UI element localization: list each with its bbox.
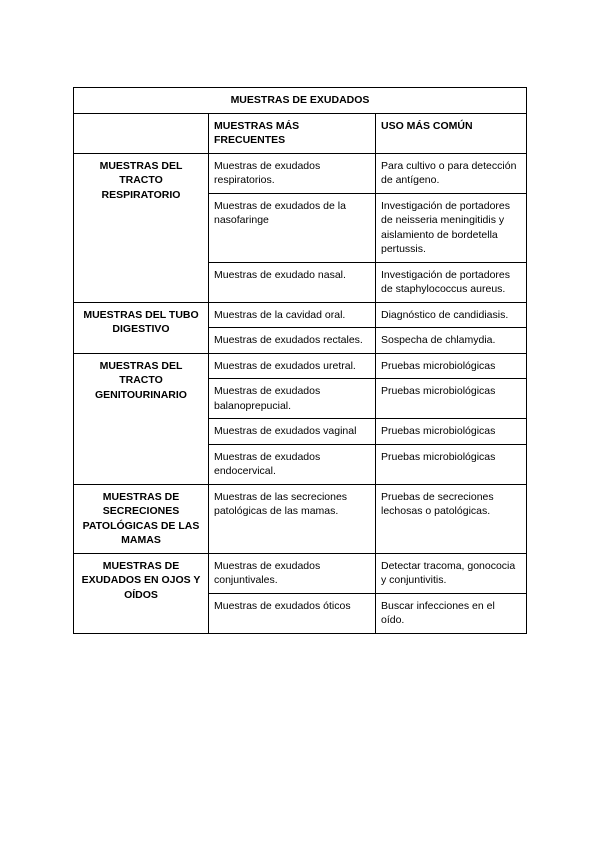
muestra-cell: Muestras de exudados rectales. xyxy=(209,328,376,354)
muestra-cell: Muestras de exudados endocervical. xyxy=(209,444,376,484)
document-page xyxy=(73,87,526,634)
table-row xyxy=(74,484,527,553)
category-cell: MUESTRAS DE SECRECIONES PATOLÓGICAS DE LAS MAMAS xyxy=(74,484,209,553)
category-cell: MUESTRAS DEL TRACTO GENITOURINARIO xyxy=(74,353,209,484)
header-empty xyxy=(74,113,209,153)
uso-cell: Investigación de portadores de staphylococcus aureus. xyxy=(376,262,527,302)
muestra-cell: Muestras de exudado nasal. xyxy=(209,262,376,302)
table-row xyxy=(74,353,527,379)
muestra-cell: Muestras de exudados conjuntivales. xyxy=(209,553,376,593)
table-row xyxy=(74,553,527,593)
uso-cell: Sospecha de chlamydia. xyxy=(376,328,527,354)
uso-cell: Diagnóstico de candidiasis. xyxy=(376,302,527,328)
muestra-cell: Muestras de exudados de la nasofaringe xyxy=(209,193,376,262)
muestra-cell: Muestras de exudados respiratorios. xyxy=(209,153,376,193)
uso-cell: Para cultivo o para detección de antígeno. xyxy=(376,153,527,193)
uso-cell: Investigación de portadores de neisseria meningitidis y aislamiento de bordetella pertussis. xyxy=(376,193,527,262)
uso-cell: Pruebas microbiológicas xyxy=(376,419,527,445)
header-row xyxy=(74,113,527,153)
muestra-cell: Muestras de las secreciones patológicas de las mamas. xyxy=(209,484,376,553)
title-row xyxy=(74,88,527,114)
uso-cell: Buscar infecciones en el oído. xyxy=(376,593,527,633)
uso-cell: Detectar tracoma, gonococia y conjuntivitis. xyxy=(376,553,527,593)
header-muestras: MUESTRAS MÁS FRECUENTES xyxy=(209,113,376,153)
category-cell: MUESTRAS DE EXUDADOS EN OJOS Y OÍDOS xyxy=(74,553,209,633)
header-uso: USO MÁS COMÚN xyxy=(376,113,527,153)
uso-cell: Pruebas microbiológicas xyxy=(376,444,527,484)
uso-cell: Pruebas microbiológicas xyxy=(376,353,527,379)
category-cell: MUESTRAS DEL TRACTO RESPIRATORIO xyxy=(74,153,209,302)
uso-cell: Pruebas de secreciones lechosas o patológicas. xyxy=(376,484,527,553)
table-row xyxy=(74,302,527,328)
category-cell: MUESTRAS DEL TUBO DIGESTIVO xyxy=(74,302,209,353)
muestra-cell: Muestras de exudados óticos xyxy=(209,593,376,633)
muestra-cell: Muestras de exudados balanoprepucial. xyxy=(209,379,376,419)
muestra-cell: Muestras de exudados vaginal xyxy=(209,419,376,445)
table-title: MUESTRAS DE EXUDADOS xyxy=(74,88,527,114)
muestra-cell: Muestras de la cavidad oral. xyxy=(209,302,376,328)
table-row xyxy=(74,153,527,193)
muestra-cell: Muestras de exudados uretral. xyxy=(209,353,376,379)
exudados-table xyxy=(73,87,527,634)
uso-cell: Pruebas microbiológicas xyxy=(376,379,527,419)
